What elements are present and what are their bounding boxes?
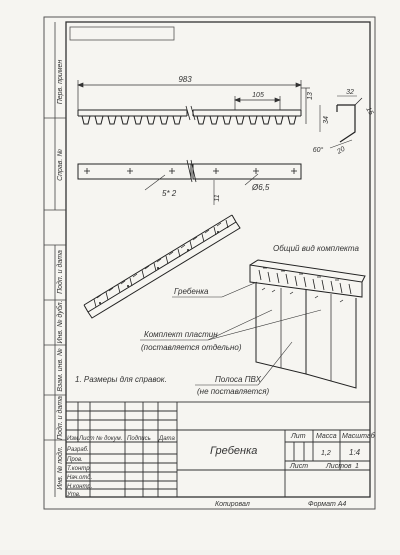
dim-overall [78,80,301,110]
side-label-podp-data-1: Подп. и дата [57,250,64,294]
dim-profile-top-label: 32 [346,89,354,96]
dim-profile-slant-label: 15 [364,106,375,117]
top-box [70,27,174,40]
side-label-inv-dubl: Инв. № дубл. [57,300,64,344]
dim-strip-height-label: 11 [214,194,221,202]
comb-elevation [78,106,301,124]
general-view-title: Общий вид комплекта [273,244,359,253]
dim-pitch-label: 105 [252,92,264,99]
tb-lit-label: Лит [291,433,306,440]
general-view-comb [250,260,365,297]
callout-plates-line2: (поставляется отдельно) [141,343,242,352]
footer-format: Формат А4 [308,501,347,508]
comb-isometric [84,215,240,318]
dim-height-right-label: 13 [307,92,314,100]
tb-header-data: Дата [159,436,175,442]
side-label-podp-data-2: Подп. и дата [57,396,64,440]
tb-row-nkontr: Н.контр. [67,484,93,490]
tb-part-name: Гребенка [210,445,258,457]
tb-mass-label: Масса [316,433,337,440]
callout-strip-line1: Полоса ПВХ [215,375,261,384]
tb-header-dokum: № докум. [96,436,123,442]
dim-overall-label: 983 [178,75,192,84]
hole-strip [78,160,301,182]
side-label-vzam-inv: Взам. инв. № [57,348,64,392]
dim-profile-bottom-label: 20 [336,145,347,156]
side-label-perv-primen: Перв. примен [57,59,64,105]
tb-header-list: Лист [79,436,95,442]
callout-strip-line2: (не поставляется) [197,387,270,396]
tb-scale-label: Масштаб [342,433,375,440]
tb-listov-value: 1 [355,463,359,470]
tb-list-label: Лист [290,463,309,470]
tb-row-utv: Утв. [67,492,81,498]
callout-plates-line1: Комплект пластин [144,330,218,339]
tb-row-tkontr: Т.контр. [67,466,92,472]
general-view-plates [256,283,356,388]
note-dimensions: 1. Размеры для справок. [75,375,167,384]
dim-profile-side-label: 34 [323,116,330,124]
side-label-sprav-no: Справ. № [57,149,64,181]
tb-header-podpis: Подпись [127,436,151,442]
callout-comb: Гребенка [174,287,209,296]
inner-frame [66,22,370,497]
dim-holes-label: 5* 2 [162,189,177,198]
dim-profile-angle-label: 60° [312,147,324,154]
footer-copied: Копировал [215,501,250,508]
profile-section [337,98,362,142]
tb-row-nachotd: Нач.отд. [67,475,93,481]
tb-row-razrab: Разраб. [67,447,89,453]
tb-listov-label: Листов [326,463,352,470]
tb-mass-value: 1,2 [321,450,331,457]
tb-row-prov: Пров. [67,457,83,463]
tb-scale-value: 1:4 [349,448,361,457]
dim-hole-diameter-label: Ø6,5 [252,183,270,192]
tb-header-izm: Изм [67,436,79,442]
side-label-inv-podl: Инв. № подл. [57,446,64,490]
